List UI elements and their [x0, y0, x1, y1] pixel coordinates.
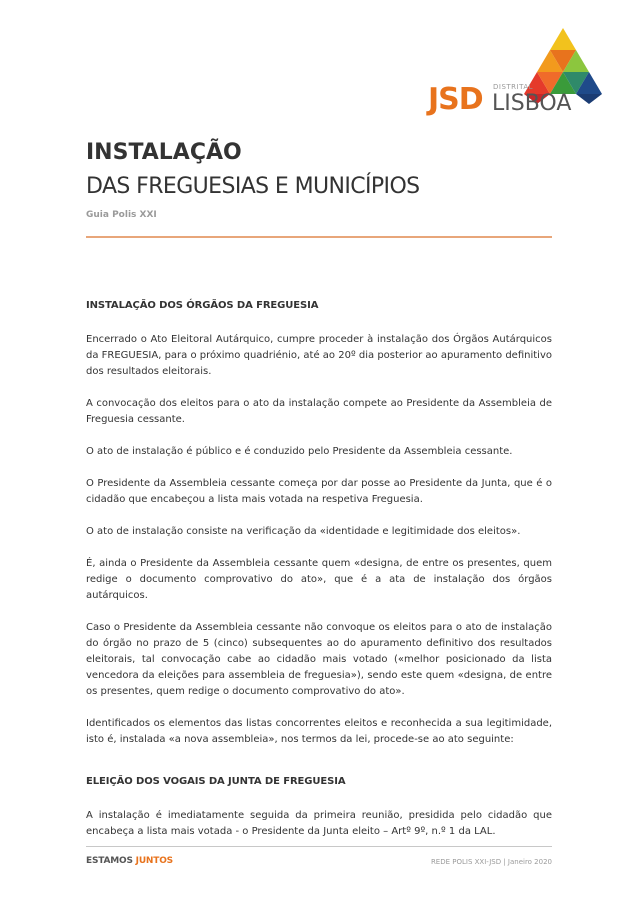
page-subtitle: Guia Polis XXI	[86, 210, 157, 220]
paragraph: O ato de instalação consiste na verificação da «identidade e legitimidade dos eleitos».	[86, 526, 521, 537]
footer-slogan-part1: ESTAMOS	[86, 856, 136, 866]
logo-jsd-text: JSD	[428, 82, 483, 117]
paragraph: O Presidente da Assembleia cessante começa por dar posse ao Presidente da Junta, que é o cidadão que encabeçou a lista mais votada na respetiva Freguesia.	[86, 478, 552, 505]
header-divider	[86, 236, 552, 238]
logo-lisboa-text: LISBOA	[492, 91, 572, 116]
page-title-subline: DAS FREGUESIAS E MUNICÍPIOS	[86, 174, 420, 199]
footer-credit: REDE POLIS XXI-JSD | Janeiro 2020	[430, 858, 552, 866]
page-title: INSTALAÇÃO	[86, 140, 242, 165]
paragraph: É, ainda o Presidente da Assembleia cessante quem «designa, de entre os presentes, quem redige o documento comprovativo do ato», que é a ata de instalação dos órgãos autárquicos.	[86, 558, 552, 601]
footer-slogan-part2: JUNTOS	[135, 856, 173, 866]
paragraph: O ato de instalação é público e é conduzido pelo Presidente da Assembleia cessante.	[86, 446, 513, 457]
footer-divider	[86, 846, 552, 847]
logo-distrital-text: DISTRITAL	[493, 83, 534, 91]
footer-slogan	[86, 856, 173, 866]
document-body	[86, 298, 552, 856]
paragraph: Identificados os elementos das listas concorrentes eleitos e reconhecida a sua legitimidade, isto é, instalada «a nova assembleia», nos termos da lei, procede-se ao ato seguinte:	[86, 718, 552, 745]
paragraph: Encerrado o Ato Eleitoral Autárquico, cumpre proceder à instalação dos Órgãos Autárquicos da FREGUESIA, para o próximo quadriénio, até ao 20º dia posterior ao apuramento definitivo dos resultados eleitorais.	[86, 334, 552, 377]
paragraph: A instalação é imediatamente seguida da primeira reunião, presidida pelo cidadão que encabeça a lista mais votada - o Presidente da Junta eleito – Artº 9º, n.º 1 da LAL.	[86, 810, 552, 837]
paragraph: Caso o Presidente da Assembleia cessante não convoque os eleitos para o ato de instalação do órgão no prazo de 5 (cinco) subsequentes ao do apuramento definitivo dos resultados eleitorais, tal convocação cabe ao cidadão mais votado («melhor posicionado da lista vencedora da eleições para assembleia de freguesia»), sendo este quem «designa, de entre os presentes, quem redige o documento comprovativo do ato».	[86, 622, 552, 697]
paragraph: A convocação dos eleitos para o ato da instalação compete ao Presidente da Assembleia de Freguesia cessante.	[86, 398, 552, 425]
jsd-distrital-lisboa-logo	[428, 28, 606, 124]
section-heading: INSTALAÇÃO DOS ÓRGÃOS DA FREGUESIA	[86, 300, 319, 311]
section-heading: ELEIÇÃO DOS VOGAIS DA JUNTA DE FREGUESIA	[86, 776, 346, 787]
